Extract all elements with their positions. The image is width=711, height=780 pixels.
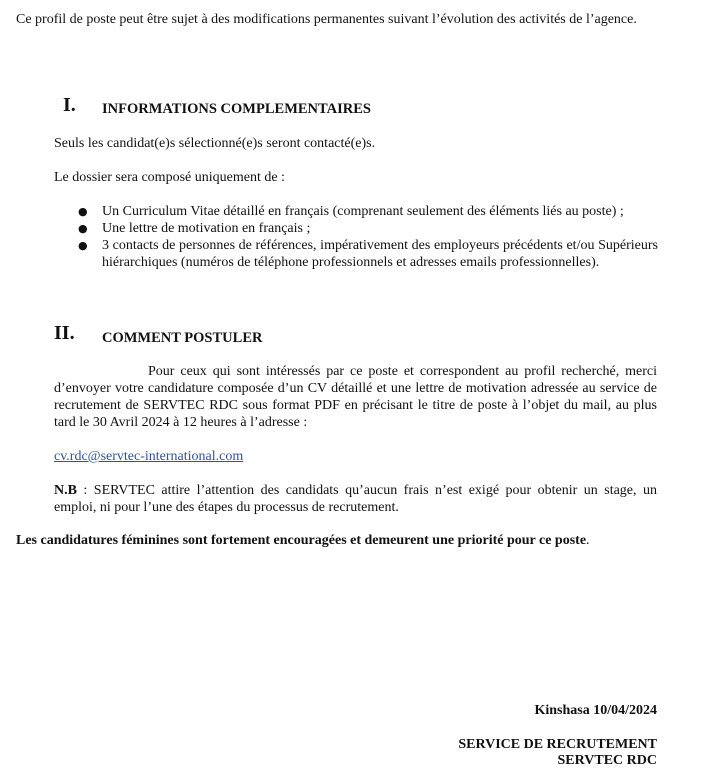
section-2-heading [54, 322, 75, 344]
list-item-text: Une lettre de motivation en français ; [102, 221, 311, 236]
intro-text: Ce profil de poste peut être sujet à des modifications permanentes suivant l’évolution des activités de l’agence. [16, 12, 637, 27]
bullet-icon: ● [78, 222, 88, 235]
section-1-numeral: I. [63, 94, 76, 116]
bullet-icon: ● [78, 205, 88, 218]
bullet-icon: ● [78, 239, 88, 252]
signature-service: SERVICE DE RECRUTEMENT [458, 737, 657, 752]
email-line [54, 448, 657, 465]
section-2-numeral: II. [54, 322, 75, 344]
dossier-items-list [54, 203, 658, 271]
apply-instructions: Pour ceux qui sont intéressés par ce poste et correspondent au profil recherché, merci d’envoyer votre candidature composée d’un CV détaillé et une lettre de motivation adressée au service de recrutement de SERVTEC RDC sous format PDF en précisant le titre de poste à l’objet du mail, au plus tard le 30 Avril 2024 à 12 heures à l’adresse : [54, 364, 657, 430]
section-1-heading [63, 94, 76, 116]
list-item [54, 203, 658, 220]
place-date: Kinshasa 10/04/2024 [534, 703, 657, 718]
email-link[interactable]: cv.rdc@servtec-international.com [54, 449, 244, 464]
signature-company: SERVTEC RDC [557, 753, 657, 768]
section-1-title: INFORMATIONS COMPLEMENTAIRES [102, 101, 371, 117]
priority-note-period: . [586, 533, 590, 548]
dossier-intro: Le dossier sera composé uniquement de : [54, 170, 285, 185]
nb-note [54, 482, 657, 516]
list-item-text: 3 contacts de personnes de références, impérativement des employeurs précédents et/ou Supérieurs hiérarchiques (numéros de téléphone professionnels et adresses emails professionnelles). [102, 238, 658, 270]
list-item [54, 220, 658, 237]
nb-text: : SERVTEC attire l’attention des candidats qu’aucun frais n’est exigé pour obtenir un stage, un emploi, ni pour l’une des étapes du processus de recrutement. [54, 483, 657, 515]
selected-candidates-note: Seuls les candidat(e)s sélectionné(e)s seront contacté(e)s. [54, 136, 376, 151]
nb-label: N.B [54, 483, 77, 498]
priority-note [16, 532, 590, 549]
list-item [54, 237, 658, 271]
section-2-title: COMMENT POSTULER [102, 330, 263, 346]
priority-note-text: Les candidatures féminines sont fortement encouragées et demeurent une priorité pour ce poste [16, 533, 587, 548]
list-item-text: Un Curriculum Vitae détaillé en français (comprenant seulement des éléments liés au poste) ; [102, 204, 624, 219]
